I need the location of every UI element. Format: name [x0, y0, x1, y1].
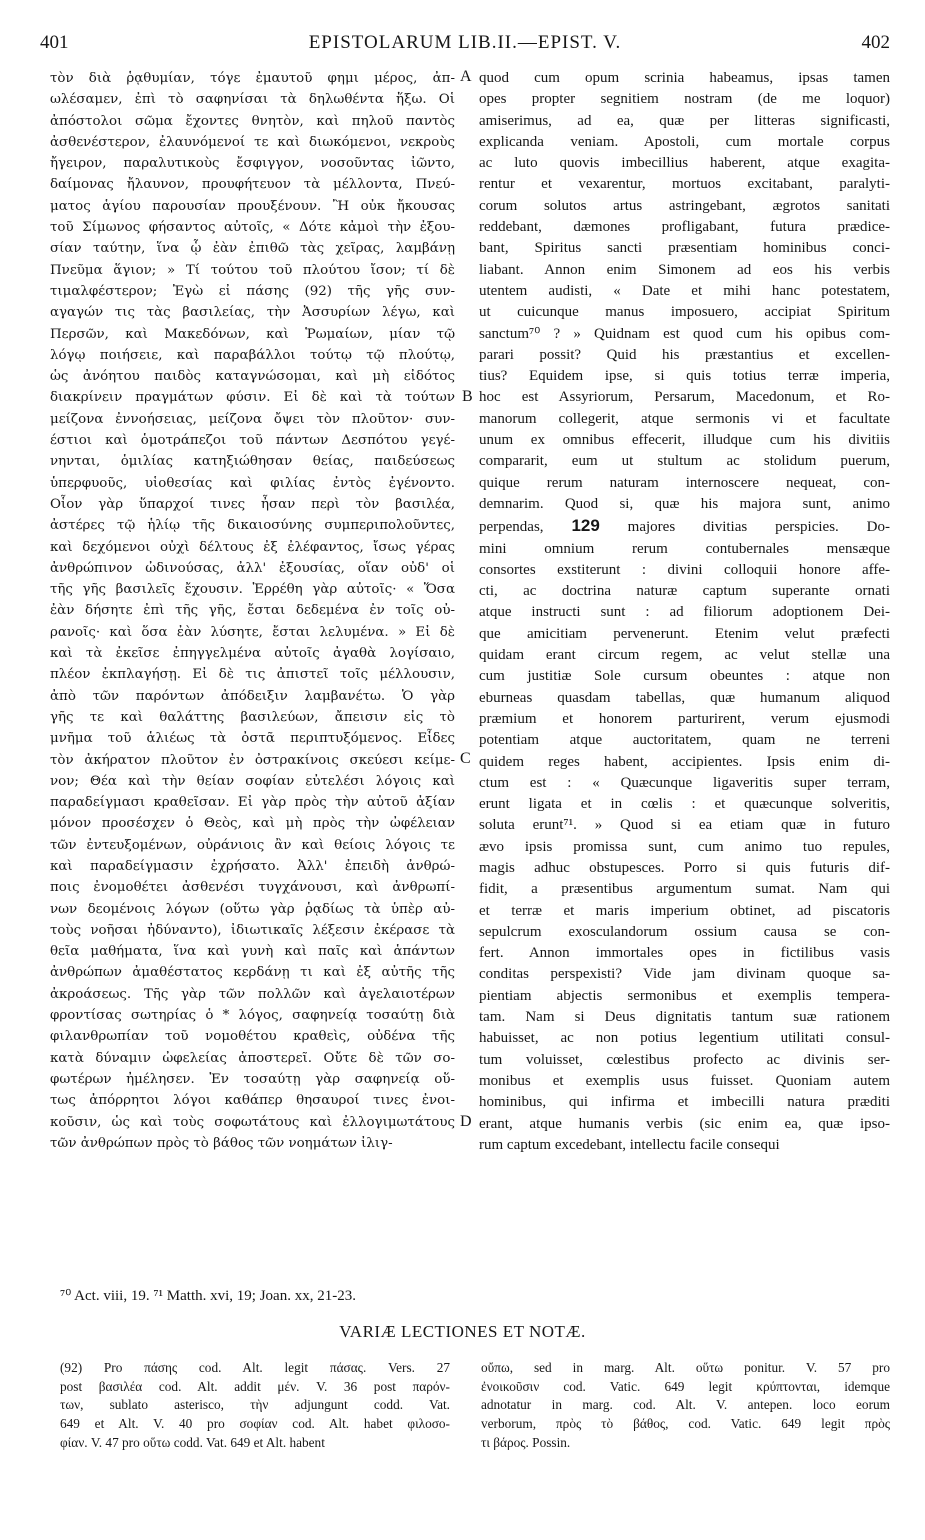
latin-text-line: rum captum excedebant, intellectu facile consequi	[479, 1136, 780, 1153]
latin-text-line: atque instructi sunt : ad filiorum adoptionem Dei-	[479, 604, 890, 621]
latin-text-line: que amicitiam pervenerunt. Etenim velut præfecti	[479, 625, 890, 642]
notes-left-column	[60, 1359, 450, 1453]
folio-number: 129	[571, 516, 600, 536]
greek-text-line: κατὰ δύναμιν ὠφελείας ἀποστερεῖ. Οὔτε δὲ τῶν σο-	[50, 1050, 455, 1066]
latin-text-line: opes propter segnitiem nostram (de me loquor)	[479, 91, 890, 108]
latin-column	[479, 68, 890, 1156]
latin-text-line: demnarim. Quod si, quæ his majora sunt, animo	[479, 495, 890, 512]
latin-text-line: utentem audisti, « Date et mihi hanc potestatem,	[479, 282, 890, 299]
latin-text-line: habuisset, ac non potius legentium utilitati consul-	[479, 1030, 890, 1047]
latin-text-line: cum justitiæ Sole cursum obeuntes : atque non	[479, 668, 890, 685]
note-line: adnotatur in marg. cod. Alt. V. antepen. loco eorum	[481, 1397, 890, 1413]
greek-text-line: ἐὰν δήσητε ἐπὶ τῆς γῆς, ἔσται δεδεμένα ἐν τοῖς οὐ-	[50, 603, 455, 619]
latin-text-line: manorum collegerit, atque sermonis vi et facultate	[479, 410, 890, 427]
latin-text-line: ctum est : « Quæcunque ligaveritis super terram,	[479, 774, 890, 791]
note-line: οὔπω, sed in marg. Alt. οὕτω ponitur. V. 57 pro	[481, 1360, 890, 1375]
latin-text-line: soluta erunt⁷¹. » Quod si ea etiam quæ in futuro	[479, 817, 890, 834]
greek-text-line: Οἷον γὰρ ὕπαρχοί τινες ἦσαν περὶ τὸν βασιλέα,	[50, 496, 455, 512]
greek-text-line: σίαν ταύτην, ἵνα ᾧ ἐὰν ἐπιθῶ τὰς χεῖρας, λαμβάνῃ	[50, 241, 455, 257]
note-line: 649 et Alt. V. 40 pro σοφίαν cod. Alt. habet φιλοσο-	[60, 1416, 450, 1432]
variae-lectiones-title: VARIÆ LECTIONES ET NOTÆ.	[339, 1322, 586, 1341]
latin-text-line: liabant. Annon enim Simonem ad eos his verbis	[479, 261, 890, 278]
latin-text-line: magis adhuc obstupesces. Porro si quis futuris dif-	[479, 859, 890, 876]
greek-text-line: αγαγών τις τὰς βασιλείας, τὴν Ἀσσυρίων λέγω, καὶ	[50, 305, 455, 321]
note-line: τι βάρος. Possin.	[481, 1434, 571, 1450]
greek-text-line: νον; Θέα καὶ τὴν θείαν σοφίαν εὐτελέσι λόγοις καὶ	[50, 773, 455, 789]
latin-text-line: ac luto quovis imbecillius haberent, atque exagita-	[479, 155, 890, 172]
latin-text-line: bant, Spiritus sancti præsentiam hominibus conci-	[479, 240, 890, 257]
greek-text-line: φροντίσας σωτηρίας ὁ * λόγος, σαφηνείᾳ τοσαύτῃ διὰ	[50, 1008, 455, 1024]
greek-text-line: τὸν διὰ ῥᾳθυμίαν, τόγε ἐμαυτοῦ φημι μέρος, ἀπ-	[50, 71, 455, 86]
latin-text-line: amiserimus, ad ea, quæ per litteras significasti,	[479, 112, 890, 129]
greek-text-line: νηνται, ὁμιλίας κατηξιώθησαν θείας, παιδεύσεως	[50, 454, 455, 470]
greek-text-line: λόγῳ ποιήσειε, καὶ παραβάλλοι τούτῳ τῷ πλούτῳ,	[50, 347, 455, 363]
note-line: των, sublato asterisco, τὴν adjungunt codd. Vat.	[60, 1397, 450, 1413]
margin-letter-d: D	[460, 1113, 472, 1130]
latin-text-line: parari possit? Quid his præstantius et excellen-	[479, 346, 890, 363]
greek-text-line: ματος ἁγίου παρουσίαν προυξένουν. Ἢ οὐκ ἤκουσας	[50, 198, 455, 214]
greek-text-line: ὑπερφυοῦς, υἱοθεσίας καὶ φιλίας ἐντὸς ἐγένοντο.	[50, 475, 455, 491]
latin-text-line: monibus et exemplis usus fuisset. Quoniam autem	[479, 1072, 890, 1089]
greek-text-line: ἀκροάσεως. Τῆς γὰρ τῶν πολλῶν καὶ ἀγελαιοτέρων	[50, 986, 455, 1002]
latin-text-line: quidem reges habent, accipientes. Ipsis enim di-	[479, 753, 890, 770]
page-number-right: 402	[861, 32, 890, 53]
running-header	[40, 32, 890, 62]
greek-text-line: έστιοι καὶ ὁμοτράπεζοι τοῦ πάντων Δεσπότου γεγέ-	[50, 433, 455, 449]
greek-text-line: τὸν ἀκήρατον πλοῦτον ἐν ὀστρακίνοις σκεύεσι κείμε-	[50, 752, 455, 768]
latin-text-line: quique rerum naturam internoscere nequeat, con-	[479, 474, 890, 491]
greek-text-line: ἀνθρώπινον ὠδινούσας, ἀλλ' ἐξουσίας, οἵαν οὐδ' οἱ	[50, 560, 455, 576]
greek-text-line: τῆς γῆς βασιλεῖς ἔχουσιν. Ἐρρέθη γὰρ αὐτοῖς· « Ὅσα	[50, 582, 455, 598]
greek-text-line: νων δεομένοις λόγων (οὕτω γὰρ ῥᾳδίως τὰ ὑπὲρ αὐ-	[50, 901, 455, 917]
latin-text-line: tam. Nam si Deus dignitatis tantum suæ rationem	[479, 1009, 890, 1026]
page-number-left: 401	[40, 32, 69, 53]
greek-text-line: τοὺς νοῆσαι ἠδύναντο), ἰδιωτικαῖς λέξεσιν ἐκέρασε τὰ	[50, 922, 455, 938]
latin-text-line: perpendas, 129 majores divitias perspicies. Do-	[479, 516, 890, 536]
greek-text-line: ἀσθενέστερον, ἐλαυνόμενοί τε καὶ διωκόμενοι, νεκροὺς	[50, 134, 455, 150]
latin-text-line: fert. Annon immortales opes in fictilibus vasis	[479, 945, 890, 962]
latin-text-line: mini omnium rerum contubernales mensæque	[479, 540, 890, 557]
latin-text-line: rentur et vexarentur, mortuos excitabant, paralyti-	[479, 176, 890, 193]
latin-text-line: fidit, a præsentibus argumentum sumat. Nam qui	[479, 881, 890, 898]
latin-text-line: sanctum⁷⁰ ? » Quidnam est quod cum his opibus com-	[479, 325, 890, 342]
greek-text-line: ἀπὸ τῶν παρόντων ἀπόδειξιν λαμβανέτω. Ὁ γὰρ	[50, 688, 455, 704]
latin-text-line: tum voluisset, cœlestibus profecto ac divinis ser-	[479, 1051, 890, 1068]
greek-text-line: διακρίνειν πραγμάτων φύσιν. Εἰ δὲ καὶ τὰ τούτων	[50, 390, 455, 406]
greek-text-line: τιμαλφέστερον; Ἐγὼ εἰ πάσης (92) τῆς γῆς συν-	[50, 283, 455, 299]
greek-text-line: μνῆμα τοῦ ἁλιέως τὰ ὀστᾶ περιπτυξόμενος. Εἶδες	[50, 731, 455, 747]
latin-text-line: tius? Equidem ipse, si quis totius terræ imperia,	[479, 368, 890, 385]
greek-text-line: κοῦσιν, ὡς καὶ τοὺς σοφωτάτους καὶ ἐλλογιμωτάτους	[50, 1114, 455, 1130]
notes-right-column	[481, 1359, 890, 1453]
latin-text-line: compararit, eum ut stultum ac stolidum puerum,	[479, 453, 890, 470]
latin-text-line: explicanda veniam. Apostoli, cum mortale corpus	[479, 133, 890, 150]
greek-text-line: καὶ παραδείγμασιν ἐχρήσατο. Ἀλλ' ἐπειδὴ ἀνθρώ-	[50, 858, 455, 874]
latin-text-line: quod cum opum scrinia habeamus, ipsas tamen	[479, 70, 890, 86]
greek-text-line: καὶ δεχόμενοι οὐχὶ δέλτους ἐξ ἐλέφαντος, ἴσως γέρας	[50, 539, 455, 555]
note-line: (92) Pro πάσης cod. Alt. legit πάσας. Vers. 27	[60, 1360, 450, 1375]
greek-text-line: μείζονα ἐννοήσειας, μείζονα ὄψει τὸν πλοῦτον· συν-	[50, 411, 455, 427]
note-line: ἐνοικοῦσιν cod. Vatic. 649 legit κρύπτονται, idemque	[481, 1378, 890, 1394]
greek-text-line: ωλέσαμεν, ἐπὶ τὸ σαφηνίσαι τὰ δηλωθέντα ἥξω. Οἱ	[50, 92, 455, 108]
latin-text-line: corum solutos artus astringebant, ægrotos sanitati	[479, 197, 890, 214]
latin-text-line: et terræ et maris imperium obtinet, ad piscatoris	[479, 902, 890, 919]
greek-column	[50, 68, 455, 1154]
latin-text-line: præmium et honorem parturirent, verum ejusmodi	[479, 710, 890, 727]
greek-text-line: ὡς ἀνόητου παιδὸς καταγνώσομαι, καὶ μὴ εἰδότος	[50, 369, 455, 385]
greek-text-line: Πνεῦμα ἅγιον; » Τί τούτου τοῦ πλούτου ἴσον; τί δὲ	[50, 262, 455, 278]
greek-text-line: τῶν ἐντευξομένων, οὐράνιοις ἂν καὶ θείοις λόγοις τε	[50, 837, 455, 853]
latin-text-line: ævo ipsis promissa sunt, cum animo tuo repules,	[479, 838, 890, 855]
greek-text-line: τῶν ἀνθρώπων πρὸς τὸ βάθος τῶν νοημάτων ἰλιγ-	[50, 1135, 393, 1151]
latin-text-line: pientiam abjectis sermonibus et exemplis tempera-	[479, 987, 890, 1004]
greek-text-line: πλέον ἐκπλαγήσῃ. Εἰ δὲ τις ἀπιστεῖ τοῖς μέλλουσιν,	[50, 667, 455, 683]
latin-text-line: conditas perspexisti? Vide jam divinam quoque sa-	[479, 966, 890, 983]
latin-text-line: quidam erant circum regem, ac velut stellæ una	[479, 647, 890, 664]
greek-text-line: φωτέρων ἠμέλησεν. Ἐν τοσαύτῃ γὰρ σαφηνείᾳ οὕ-	[50, 1071, 455, 1087]
greek-text-line: γῆς τε καὶ θαλάττης βασιλεύων, ἄπεισιν εἰς τὸ	[50, 709, 455, 725]
greek-text-line: ἀπόστολοι σῶμα ἔχοντες θνητὸν, καὶ πηλοῦ παντὸς	[50, 113, 455, 129]
latin-text-line: reddebant, dæmones profligabant, futura prædice-	[479, 219, 890, 236]
running-title: EPISTOLARUM LIB.II.—EPIST. V.	[308, 32, 622, 53]
greek-text-line: μόνον προσέσχεν ὁ Θεὸς, καὶ μὴ πρὸς τὴν ὠφέλειαν	[50, 816, 455, 832]
latin-text-line: eburneas quasdam tabellas, quæ humanum aliquod	[479, 689, 890, 706]
greek-text-line: δαίμονας ἤλαυνον, προυφήτευον τὰ μέλλοντα, Πνεύ-	[50, 177, 455, 193]
latin-text-line: cti, ac doctrina naturæ captum superante ornati	[479, 583, 890, 600]
latin-text-line: potentiam atque auctoritatem, quam ne terreni	[479, 732, 890, 749]
greek-text-line: Περσῶν, καὶ Μακεδόνων, καὶ Ῥωμαίων, μίαν τῷ	[50, 326, 455, 342]
greek-text-line: τοῦ Σίμωνος φήσαντος αὐτοῖς, « Δότε κἀμοὶ τὴν ἐξου-	[50, 220, 455, 236]
latin-text-line: unum ex omnibus effecerit, illudque cum his divitiis	[479, 432, 890, 449]
margin-letter-a: A	[460, 68, 472, 85]
greek-text-line: ρανοῖς· καὶ ὅσα ἐὰν λύσητε, ἔσται λελυμένα. » Εἰ δὲ	[50, 624, 455, 640]
greek-text-line: καὶ τὰ ἐκεῖσε ἐπηγγελμένα αὐτοῖς ἀγαθὰ λογίσαιο,	[50, 646, 455, 662]
greek-text-line: ἀνθρώπων ἀμαθέστατος κερδάνῃ τι καὶ ἐξ αὐτῆς τῆς	[50, 965, 455, 981]
greek-text-line: θεῖα μαθήματα, ἵνα καὶ γυνὴ καὶ παῖς καὶ ἁπάντων	[50, 944, 455, 960]
greek-text-line: ποις ἐνομοθέτει ἀσθενέσι τυγχάνουσι, καὶ ἀνθρωπί-	[50, 880, 455, 896]
greek-text-line: ἤγειρον, παραλυτικοὺς ἔσφιγγον, νοσοῦντας ἰῶντο,	[50, 156, 455, 172]
latin-text-line: erunt ligata et in cœlis : et quæcunque solveritis,	[479, 796, 890, 813]
latin-text-line: ut cuicunque manus imposuero, accipiat Spiritum	[479, 304, 890, 321]
latin-text-line: sepulcrum exosculandorum ossium causa se con-	[479, 923, 890, 940]
greek-text-line: φιλανθρωπίαν τοῦ νομοθέτου κραθεὶς, οὐδένα τῆς	[50, 1029, 455, 1045]
latin-text-line: erant, atque humanis verbis (sic enim ea, quæ ipso-	[479, 1115, 890, 1132]
latin-text-line: hoc est Assyriorum, Persarum, Macedonum, et Ro-	[479, 389, 890, 406]
greek-text-line: τως ἀπόρρητοι λόγοι καθάπερ θησαυροί τινες ἐνοι-	[50, 1093, 455, 1109]
greek-text-line: ἀστέρες τῷ ἡλίῳ τῆς δικαιοσύνης συμπεριπολοῦντες,	[50, 518, 455, 534]
margin-letter-c: C	[460, 750, 471, 767]
note-line: φίαν. V. 47 pro οὕτω codd. Vat. 649 et Alt. habent	[60, 1434, 325, 1450]
scripture-references: ⁷⁰ Act. viii, 19. ⁷¹ Matth. xvi, 19; Joan. xx, 21-23.	[60, 1288, 356, 1304]
latin-text-line: consortes exstiterunt : divini colloquii honore affe-	[479, 561, 890, 578]
note-line: verborum, πρὸς τὸ βάθος, cod. Vatic. 649 legit πρὸς	[481, 1416, 890, 1432]
margin-letter-b: B	[462, 388, 473, 405]
latin-text-line: hominibus, qui infirma et imbecilli natura præditi	[479, 1094, 890, 1111]
greek-text-line: παραδείγμασι κραθεῖσαν. Εἰ γὰρ πρὸς τὴν αὐτοῦ ἀξίαν	[50, 795, 455, 811]
note-line: post βασιλέα cod. Alt. addit μέν. V. 36 post παρόν-	[60, 1378, 450, 1394]
